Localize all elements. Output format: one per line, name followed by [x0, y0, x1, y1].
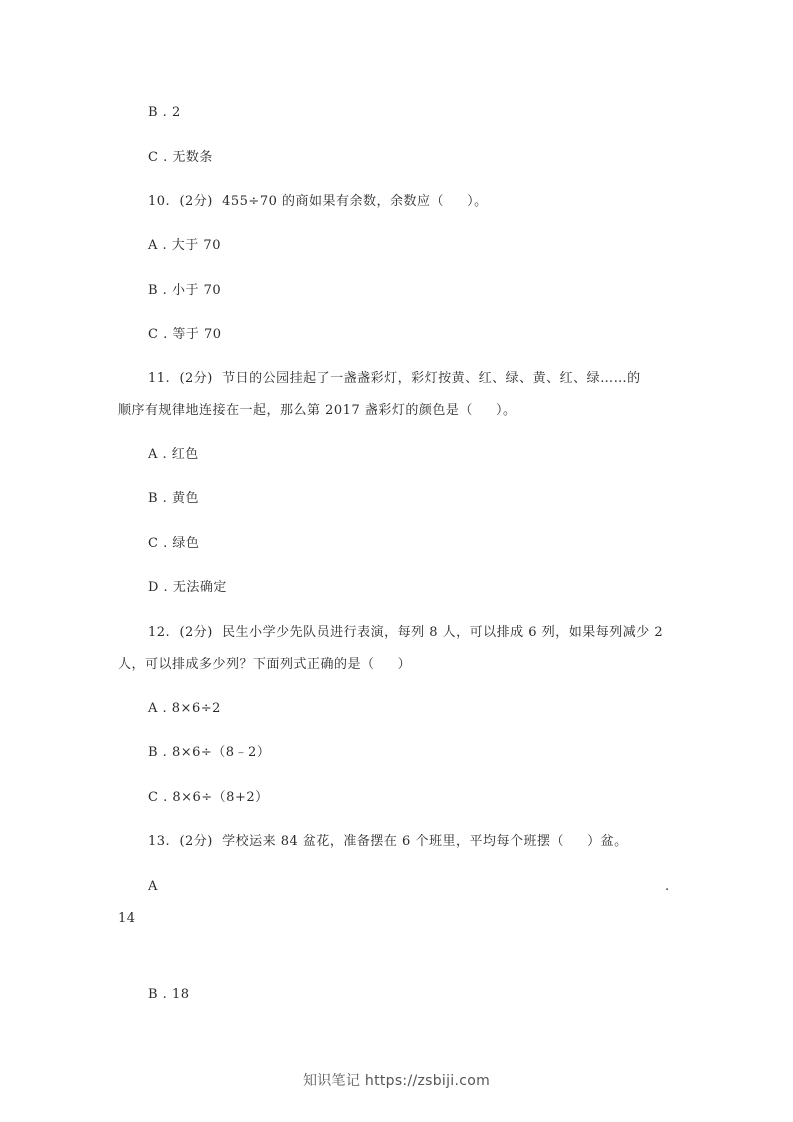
footer-watermark: 知识笔记 https://zsbiji.com: [302, 1073, 491, 1089]
q9-option-b: B . 2: [148, 105, 181, 120]
q11-stem-line2: 顺序有规律地连接在一起，那么第 2017 盏彩灯的颜色是（ ）。: [118, 403, 517, 418]
q10-option-b: B . 小于 70: [148, 283, 222, 298]
q12-option-a: A . 8×6÷2: [148, 701, 221, 716]
q9-option-c: C . 无数条: [148, 150, 213, 165]
q12-stem-line2: 人，可以排成多少列？下面列式正确的是（ ）: [118, 657, 412, 672]
q11-option-a: A . 红色: [148, 447, 199, 462]
q13-option-b: B . 18: [148, 987, 190, 1002]
q10-stem: 10. (2分) 455÷70 的商如果有余数，余数应（ ）。: [148, 194, 488, 209]
q13-stem: 13. (2分) 学校运来 84 盆花，准备摆在 6 个班里，平均每个班摆（ ）盆。: [148, 834, 628, 849]
q13-option-a-letter: A: [148, 879, 158, 894]
q11-stem-line1: 11. (2分) 节日的公园挂起了一盏盏彩灯，彩灯按黄、红、绿、黄、红、绿……的: [148, 371, 641, 386]
q10-option-c: C . 等于 70: [148, 327, 222, 342]
q12-stem-line1: 12. (2分) 民生小学少先队员进行表演，每列 8 人，可以排成 6 列，如果每列减少 2: [148, 625, 664, 640]
q11-option-d: D . 无法确定: [148, 580, 227, 595]
q13-option-a-value: 14: [118, 911, 136, 926]
q13-option-a-dot: .: [665, 879, 670, 894]
q12-option-c: C . 8×6÷（8+2）: [148, 790, 269, 805]
q11-option-b: B . 黄色: [148, 491, 199, 506]
q11-option-c: C . 绿色: [148, 536, 200, 551]
q12-option-b: B . 8×6÷（8﹣2）: [148, 745, 271, 760]
q10-option-a: A . 大于 70: [148, 238, 221, 253]
